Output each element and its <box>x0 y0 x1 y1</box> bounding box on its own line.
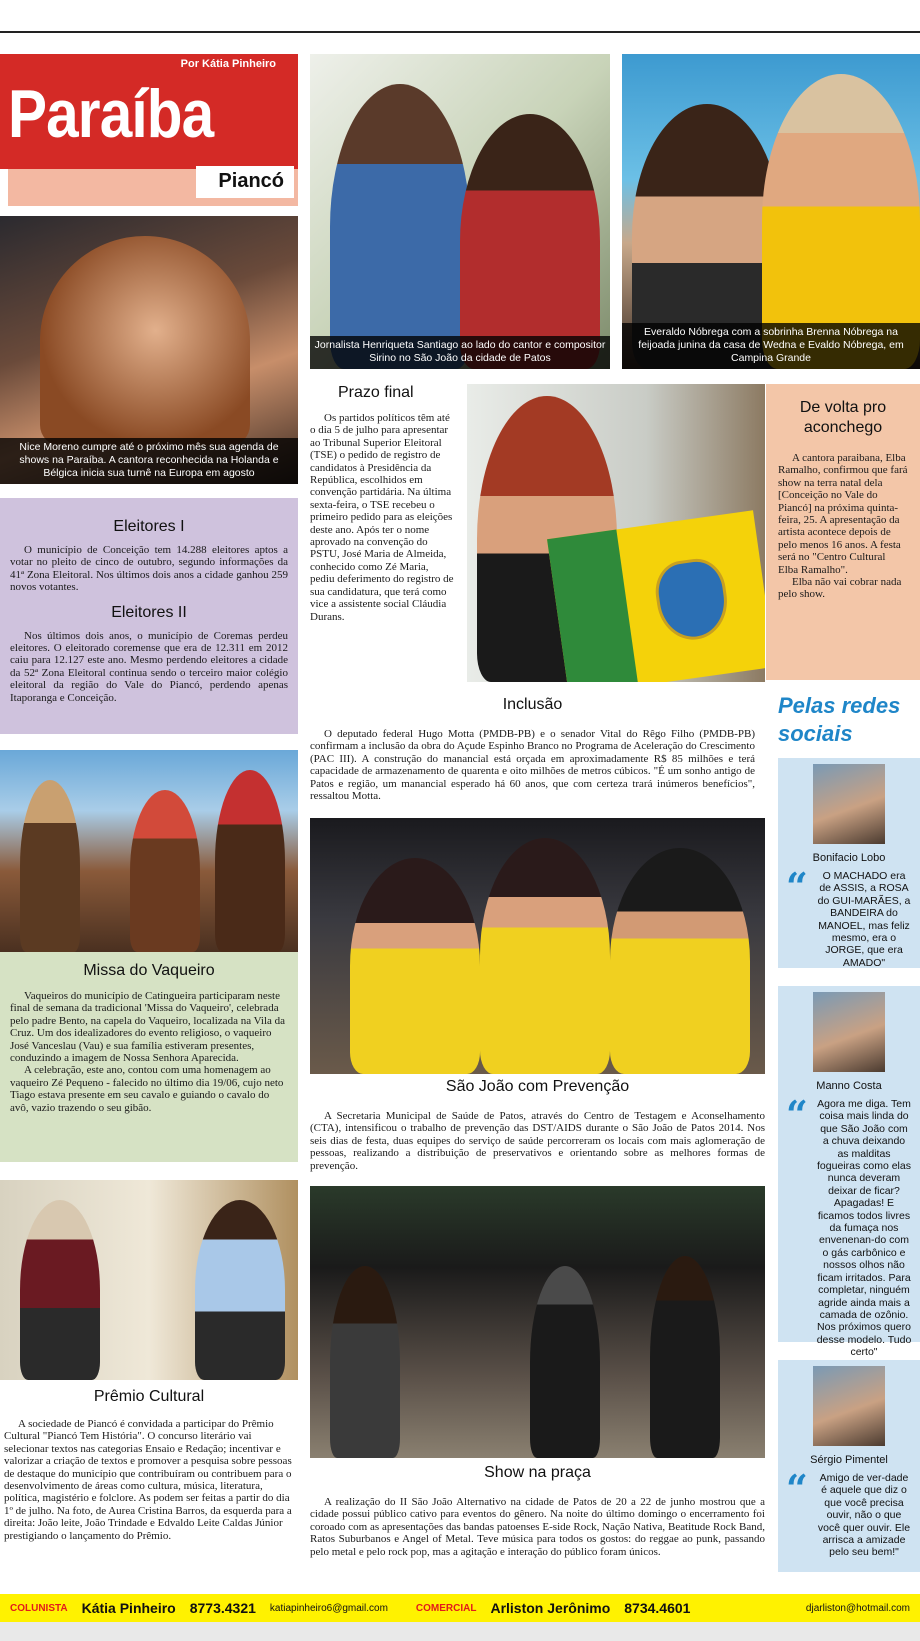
premio-title: Prêmio Cultural <box>93 1388 205 1405</box>
photo-figure-2 <box>480 838 610 1074</box>
vaqueiro-paragraph-2: A celebração, este ano, contou com uma homenagem ao vaqueiro Zé Pequeno - falecido no último dia 19/06, cujo neto Tiago estava presente em seu cavalo e guiando o cavalo do avô, vazio trazendo o seu gibão. <box>10 1064 284 1114</box>
masthead <box>0 54 298 206</box>
photo-figure-2 <box>105 1215 195 1380</box>
quote-text: Agora me diga. Tem coisa mais linda do que São João com a chuva deixando as malditas fogueiras como elas nunca deveram deixar de ficar? Apagadas! E ficamos todos livres da fumaça nos envenenan-do com o gás carbônico e nossos olhos não ficam irritados. Para completar, ninguém agride ainda mais a camada de ozônio. Nos próximos quero desse modelo. Tudo certo" <box>816 1098 912 1359</box>
aconchego-paragraph-2: Elba não vai cobrar nada pelo show. <box>778 576 902 601</box>
footer-email-colunista[interactable]: katiapinheiro6@gmail.com <box>269 1602 388 1614</box>
photo-henriqueta <box>310 54 610 369</box>
photo-premio <box>0 1180 298 1380</box>
aconchego-box <box>766 384 920 680</box>
inclusao-title: Inclusão <box>502 696 563 713</box>
vaqueiro-box <box>0 952 298 1162</box>
photo-figure-right <box>460 114 600 369</box>
photo-everaldo <box>622 54 920 369</box>
flag-emblem <box>652 555 732 644</box>
social-card-3 <box>778 1360 920 1572</box>
masthead-title: Paraíba <box>8 76 214 152</box>
eleitores2-text <box>10 630 288 704</box>
social-title: Pelas redes sociais <box>778 693 901 746</box>
footer-label-comercial: COMERCIAL <box>415 1602 477 1614</box>
aconchego-title: De volta pro aconchego <box>799 399 887 436</box>
prazo-section <box>310 384 455 684</box>
quote-mark-icon: “ <box>786 864 808 909</box>
photo-cta <box>310 818 765 1074</box>
vaqueiro-text <box>10 990 288 1114</box>
photo-figure-1 <box>20 780 80 952</box>
eleitores2-paragraph: Nos últimos dois anos, o município de Coremas perdeu eleitores. O eleitorado coremense que era de 12.311 em 2012 caiu para 12.127 este ano. Mesmo perdendo eleitores a cidade da 52ª Zona Eleitoral continua sendo o terceiro maior colégio eleitoral da região do Vale do Piancó, perdendo apenas Itaporanga e Conceição. <box>10 629 288 704</box>
eleitores-box <box>0 498 298 734</box>
photo-figure-3 <box>215 770 285 952</box>
photo-figure-left <box>330 84 470 369</box>
quote-mark-icon: “ <box>786 1466 808 1511</box>
footer-label-colunista: COLUNISTA <box>10 1602 68 1614</box>
photo-elba <box>467 384 765 682</box>
masthead-city: Piancó <box>218 170 284 192</box>
social-name: Sérgio Pimentel <box>810 1454 888 1466</box>
eleitores1-paragraph: O município de Conceição tem 14.288 eleitores aptos a votar no pleito de cinco de outubro, segundo informações da 41ª Zona Eleitoral. Nos últimos dois anos a cidade ganhou 259 novos votantes. <box>10 544 288 594</box>
footer-phone-comercial: 8734.4601 <box>624 1600 691 1616</box>
premio-text <box>4 1418 294 1542</box>
footer-email-comercial[interactable]: djarliston@hotmail.com <box>805 1602 910 1614</box>
quote-text: Amigo de ver-dade é aquele que diz o que você precisa ouvir, não o que você quer ouvir. Ele arrisca a amizade pelo seu bem!" <box>817 1472 911 1559</box>
saojoao-section <box>310 1078 765 1178</box>
photo-figure-1 <box>20 1200 100 1380</box>
bottom-bar <box>0 1622 920 1641</box>
photo-figure-1 <box>330 1266 400 1458</box>
eleitores1-title: Eleitores I <box>113 518 185 535</box>
footer-bar <box>0 1594 920 1622</box>
quote-text: O MACHADO era de ASSIS, a ROSA do GUI-MARÃES, a BANDEIRA do MANOEL, mas feliz mesmo, era o JORGE, que era AMADO" <box>817 870 911 969</box>
flag <box>547 510 765 682</box>
premio-paragraph: A sociedade de Piancó é convidada a participar do Prêmio Cultural "Piancó Tem História". O concurso literário vai selecionar textos nas categorias Ensaio e Redação; incentivar e valorizar a criação de textos e promover a pesquisa sobre pessoas de destaque do município que contribuíram ou contribuem para o desenvolvimento de áreas como cultura, música, literatura, política, magistério e folclore. As podem ser feitas a partir do dia 1º de julho. Na foto, de Aurea Cristina Barros, da esquerda para a direita: João leite, João Trindade e Edvaldo Leite Caldas Júnior prestigiando o lançamento do Prêmio. <box>4 1418 292 1542</box>
social-card-1 <box>778 758 920 968</box>
photo-caption: Everaldo Nóbrega com a sobrinha Brenna Nóbrega na feijoada junina da casa de Wedna e Evaldo Nóbrega, em Campina Grande <box>622 323 920 369</box>
social-quote <box>786 1466 912 1559</box>
saojoao-paragraph: A Secretaria Municipal de Saúde de Patos, através do Centro de Testagem e Aconselhamento (CTA), intensificou o trabalho de prevenção das DST/AIDS durante o São João de Patos 2014. Nos seis dias de festa, duas equipes do serviço de saúde percorreram os locais com mais aglomeração de pessoas, realizando a distribuição de preservativos e orientando sobre as melhores formas de prevenção. <box>310 1110 765 1172</box>
footer-phone-colunista: 8773.4321 <box>189 1600 256 1616</box>
masthead-byline: Por Kátia Pinheiro <box>180 58 276 70</box>
photo-figure <box>40 236 250 446</box>
photo-figure-2 <box>530 1266 600 1458</box>
photo-figure-3 <box>195 1200 285 1380</box>
inclusao-section <box>310 696 755 816</box>
photo-vaqueiros <box>0 750 298 952</box>
social-name: Bonifacio Lobo <box>812 852 886 864</box>
show-paragraph: A realização do II São João Alternativo na cidade de Patos de 20 a 22 de junho mostrou que a cidade possui público cativo para eventos do gênero. Na noite do último domingo o encerramento foi coroado com as apresentações das bandas patoenses E-side Rock, Nação Nativa, Beatitude Rock Band, Ratos Suburbanos e Angel of Metal. Teve música para todos os gostos: do reggae ao punk, passando pelo metal e pelo rock pop, mas a agitação e interação do público foram únicos. <box>310 1496 765 1558</box>
top-rule <box>0 31 920 33</box>
photo-nice-moreno <box>0 216 298 484</box>
photo-figure-1 <box>350 858 480 1074</box>
social-quote <box>786 864 912 969</box>
eleitores2-title: Eleitores II <box>111 603 187 621</box>
eleitores1-text <box>10 544 288 594</box>
aconchego-text <box>778 452 908 601</box>
social-name: Manno Costa <box>816 1080 882 1092</box>
show-title: Show na praça <box>484 1464 591 1481</box>
inclusao-text <box>310 728 755 802</box>
photo-caption: Jornalista Henriqueta Santiago ao lado do cantor e compositor Sirino no São João da cidade de Patos <box>310 336 610 369</box>
prazo-text <box>310 412 455 623</box>
show-text <box>310 1496 765 1558</box>
inclusao-paragraph: O deputado federal Hugo Motta (PMDB-PB) e o senador Vital do Rêgo Filho (PMDB-PB) confirmam a inclusão da obra do Açude Espinho Branco no Programa de Aceleração do Crescimento (PAC III). A construção do manancial está orçada em aproximadamente R$ 85 milhões e terá capacidade de armazenamento de quarenta e oito milhões de metros cúbicos. "É um sonho antigo de Patos e região, um manancial esperado há 60 anos, que com certeza trará inúmeros benefícios", ressaltou Motta. <box>310 728 755 803</box>
prazo-title: Prazo final <box>338 384 414 401</box>
avatar <box>813 764 885 844</box>
photo-figure-2 <box>130 790 200 952</box>
vaqueiro-title: Missa do Vaqueiro <box>83 962 215 979</box>
show-section <box>310 1464 765 1584</box>
photo-figure-3 <box>650 1256 720 1458</box>
saojoao-title: São João com Prevenção <box>445 1078 630 1095</box>
footer-name-colunista: Kátia Pinheiro <box>81 1600 176 1616</box>
photo-figure-3 <box>610 848 750 1074</box>
vaqueiro-paragraph-1: Vaqueiros do município de Catingueira participaram neste final de semana da tradicional 'Missa do Vaqueiro', celebrada pelo padre Bento, na capela do Vaqueiro, localizada na Vila da Cruz. Um dos idealizadores do evento religioso, o vaqueiro José Vanceslau (Vau) e sua família estiveram presentes, conduzindo a imagem de Nossa Senhora Aparecida. <box>10 990 286 1065</box>
photo-show <box>310 1186 765 1458</box>
footer-name-comercial: Arliston Jerônimo <box>490 1600 611 1616</box>
quote-mark-icon: “ <box>786 1092 808 1137</box>
social-card-2 <box>778 986 920 1359</box>
aconchego-paragraph-1: A cantora paraibana, Elba Ramalho, confirmou que fará show na terra natal dela [Conceição no Vale do Piancó] na próxima quinta-feira, 25. A apresentação da artista acontece depois de pelo menos 16 anos. A festa será no "Centro Cultural Elba Ramalho". <box>778 452 908 576</box>
avatar <box>813 992 885 1072</box>
social-quote <box>786 1092 912 1359</box>
premio-section <box>0 1388 298 1578</box>
photo-caption: Nice Moreno cumpre até o próximo mês sua agenda de shows na Paraíba. A cantora reconhecida na Holanda e Bélgica inicia sua turnê na Europa em agosto <box>0 438 298 484</box>
avatar <box>813 1366 885 1446</box>
saojoao-text <box>310 1110 765 1172</box>
prazo-paragraph: Os partidos políticos têm até o dia 5 de julho para apresentar ao Tribunal Superior Eleitoral (TSE) o pedido de registro de candidatos à Presidência da República, escolhidos em convenção partidária. Na última sexta-feira, o TSE recebeu o primeiro pedido para as eleições deste ano. Após ter o nome aprovado na convenção do PSTU, José Maria de Almeida, conhecido como Zé Maria, pediu deferimento do registro de sua candidatura, que terá como vice a assistente social Cláudia Durans. <box>310 412 454 623</box>
